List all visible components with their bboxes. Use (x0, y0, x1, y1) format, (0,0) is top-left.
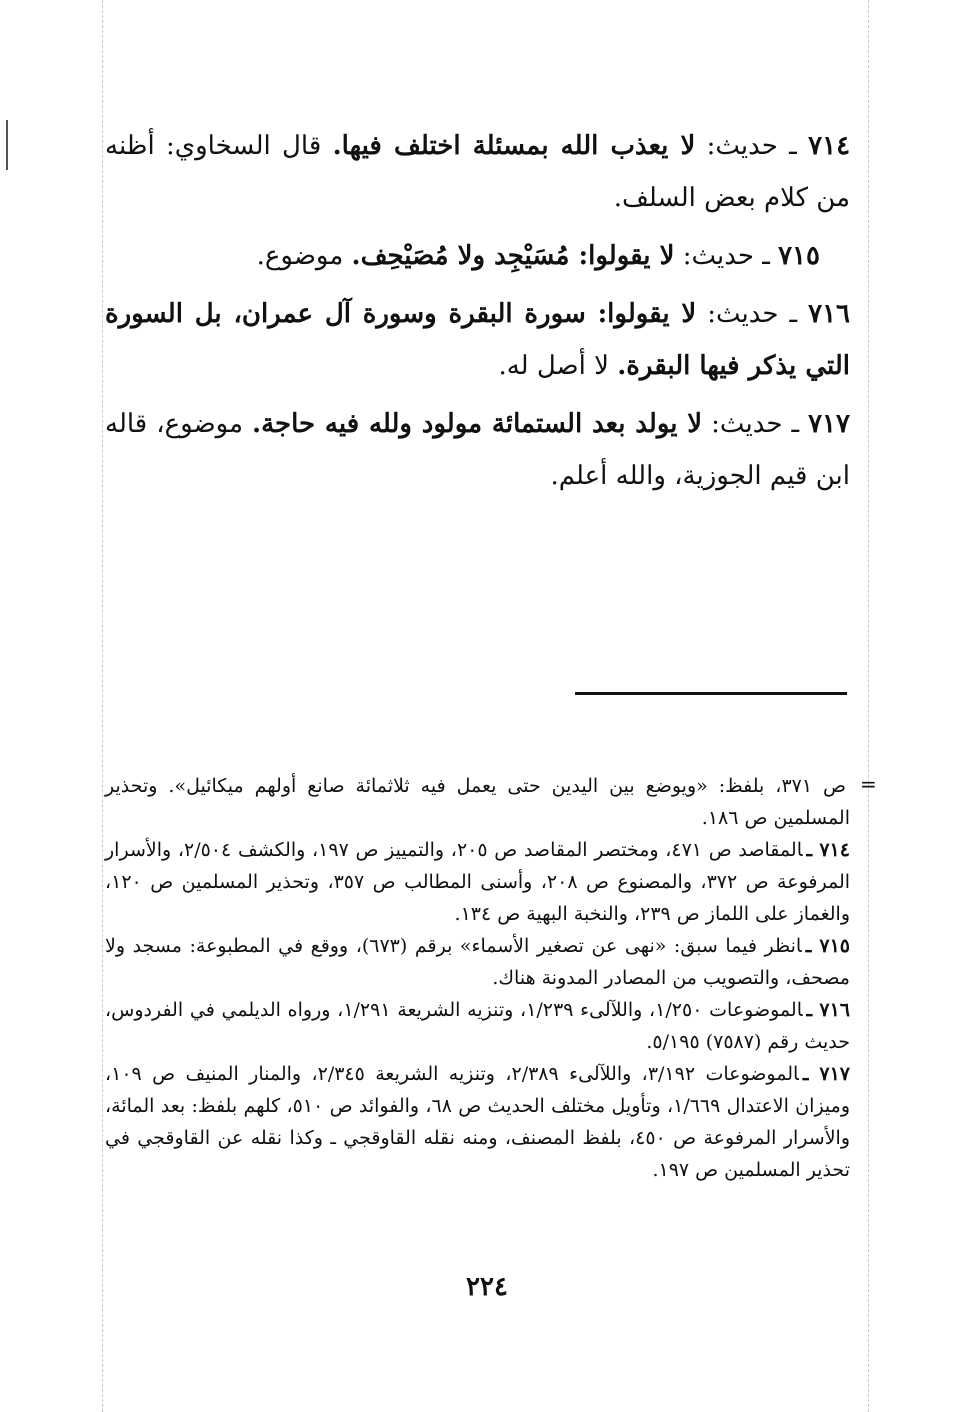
hadith-text: لا يعذب الله بمسئلة اختلف فيها. (332, 131, 696, 161)
hadith-comment: لا أصل له. (498, 351, 609, 381)
entry-label: ـ حديث: (707, 299, 798, 329)
margin-mark (6, 120, 8, 170)
entry-714 (105, 120, 850, 224)
entry-716 (105, 288, 850, 392)
footnote-text: ص ٣٧١، بلفظ: «ويوضع بين اليدين حتى يعمل فيه ثلاثمائة صانع أولهم ميكائيل». وتحذير المسلمين ص ١٨٦. (105, 775, 850, 829)
footnote-text: الموضوعات ٣/١٩٢، واللآلىء ٢/٣٨٩، وتنزيه الشريعة ٢/٣٤٥، والمنار المنيف ص ١٠٩، وميزان الاعتدال ١/٦٦٩، وتأويل مختلف الحديث ص ٦٨، والفوائد ص ٥١٠، كلهم بلفظ: بعد المائة، والأسرار المرفوعة ص ٤٥٠، بلفظ المصنف، ومنه نقله القاوقجي ـ وكذا نقله عن القاوقجي في تحذير المسلمين ص ١٩٧. (105, 1063, 851, 1181)
hadith-text: لا يولد بعد الستمائة مولود ولله فيه حاجة. (252, 409, 703, 439)
entry-715 (105, 230, 850, 282)
entry-717 (105, 398, 850, 502)
footnote-text: انظر فيما سبق: «نهى عن تصغير الأسماء» برقم (٦٧٣)، ووقع في المطبوعة: مسجد ولا مصحف، والتصويب من المصادر المدونة هناك. (105, 935, 850, 989)
entry-number: ٧١٧ (808, 409, 850, 439)
scan-border-right (868, 0, 869, 1412)
footnote-number: ٧١٤ ـ (806, 839, 850, 861)
footnote-715 (105, 930, 850, 994)
hadith-text: لا يقولوا: مُسَيْجِد ولا مُصَيْحِف. (351, 241, 675, 271)
footnotes (105, 770, 850, 1186)
footnote-number: ٧١٥ ـ (805, 935, 851, 957)
entry-label: ـ حديث: (711, 409, 800, 439)
entry-label: ـ حديث: (682, 241, 770, 271)
entry-number: ٧١٥ (778, 241, 820, 271)
footnote-continued (105, 770, 850, 834)
footnote-number: ٧١٦ ـ (806, 999, 850, 1021)
continuation-mark: = (860, 772, 877, 796)
hadith-comment: موضوع، قاله ابن قيم الجوزية، والله أعلم. (105, 409, 850, 491)
scan-border-left (102, 0, 103, 1412)
footnote-716 (105, 994, 850, 1058)
entry-number: ٧١٦ (808, 299, 851, 329)
footnote-714 (105, 834, 850, 930)
footnote-divider (575, 692, 847, 695)
hadith-text: لا يقولوا: سورة البقرة وسورة آل عمران، بل السورة التي يذكر فيها البقرة. (105, 299, 850, 381)
footnote-text: الموضوعات ١/٢٥٠، واللآلىء ١/٢٣٩، وتنزيه الشريعة ١/٢٩١، ورواه الديلمي في الفردوس، حديث رقم (٧٥٨٧) ٥/١٩٥. (105, 999, 850, 1053)
footnote-717 (105, 1058, 850, 1186)
footnote-number: ٧١٧ ـ (802, 1063, 850, 1085)
hadith-comment: موضوع. (256, 241, 344, 271)
entry-label: ـ حديث: (706, 131, 797, 161)
main-text (105, 120, 850, 508)
hadith-comment: قال السخاوي: أظنه من كلام بعض السلف. (105, 131, 850, 213)
entry-number: ٧١٤ (808, 131, 851, 161)
page-number: ٢٢٤ (466, 1272, 508, 1302)
footnote-text: المقاصد ص ٤٧١، ومختصر المقاصد ص ٢٠٥، والتمييز ص ١٩٧، والكشف ٢/٥٠٤، والأسرار المرفوعة ص ٣٧٢، والمصنوع ص ٢٠٨، وأسنى المطالب ص ٣٥٧، وتحذير المسلمين ص ١٢٠، والغماز على اللماز ص ٢٣٩، والنخبة البهية ص ١٣٤. (105, 839, 851, 925)
